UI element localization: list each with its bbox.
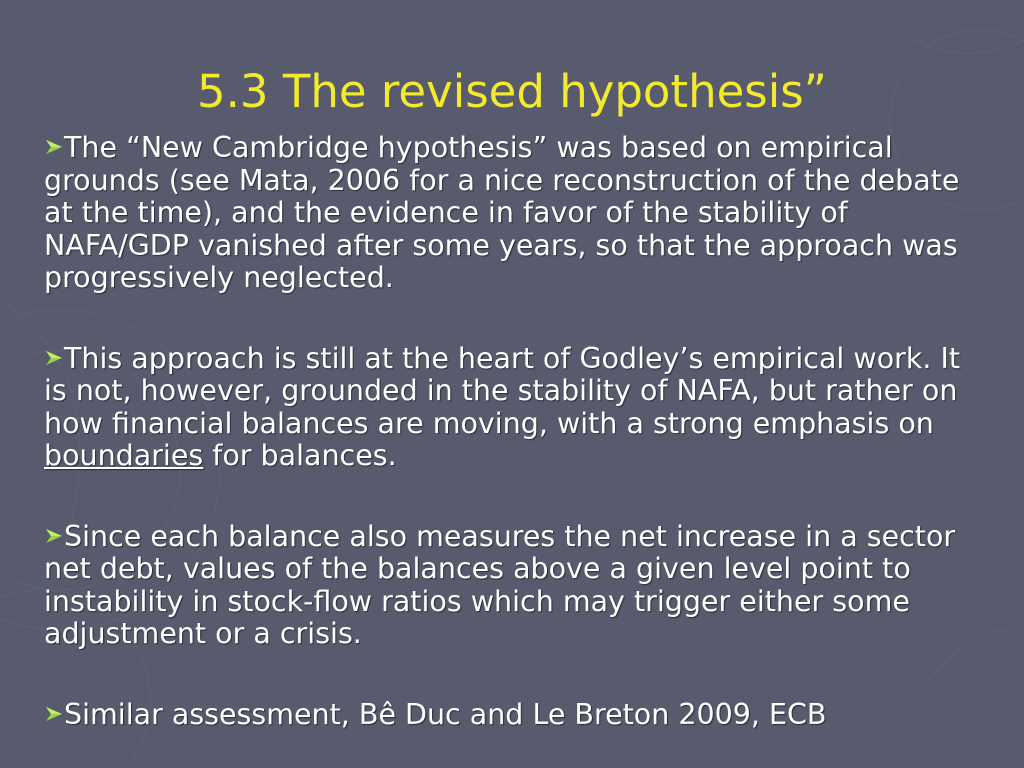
bullet-text: Similar assessment, Bê Duc and Le Breton 2009, ECB <box>64 697 827 731</box>
bullet-text: Since each balance also measures the net increase in a sector net debt, values of the balances above a given level point to instability in stock-flow ratios which may trigger either some adjustment or a crisis. <box>44 519 956 650</box>
bullet-text-end: for balances. <box>203 439 397 472</box>
bullet-list <box>44 132 984 731</box>
bullet-text: The “New Cambridge hypothesis” was based on empirical grounds (see Mata, 2006 for a nice reconstruction of the debate at the time), and the evidence in favor of the stability of NAFA/GDP vanished after some years, so that the approach was progressively neglected. <box>44 131 960 294</box>
bullet-text: This approach is still at the heart of Godley’s empirical work. It is not, however, grounded in the stability of NAFA, but rather on how financial balances are moving, with a strong emphasis on <box>44 341 961 440</box>
bullet-item <box>44 699 984 732</box>
underlined-term: boundaries <box>44 439 204 472</box>
green-arrow-icon <box>44 136 64 158</box>
slide-title: 5.3 The revised hypothesis” <box>197 65 827 118</box>
green-arrow-icon <box>44 525 64 547</box>
bullet-item <box>44 343 984 473</box>
bullet-item <box>44 132 984 295</box>
green-arrow-icon <box>44 703 64 725</box>
green-arrow-icon <box>44 347 64 369</box>
bullet-item <box>44 521 984 651</box>
